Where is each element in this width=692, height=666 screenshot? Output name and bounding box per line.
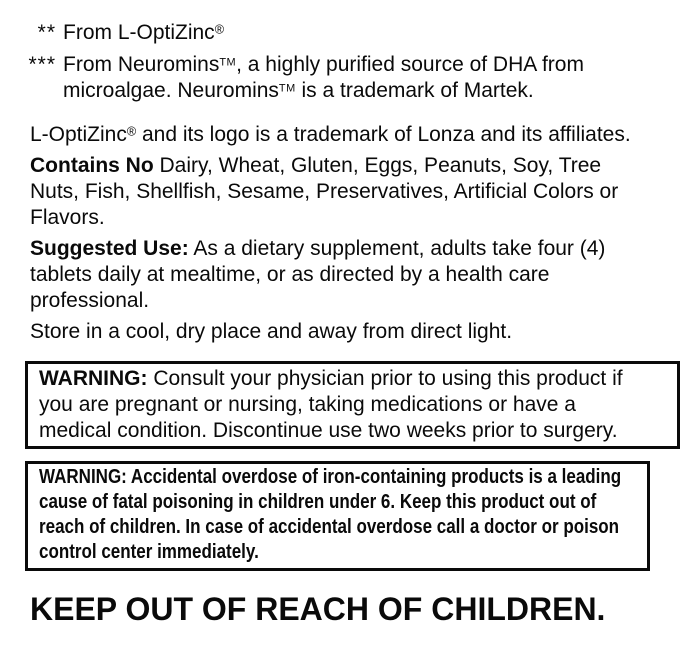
footnote-neuromins xyxy=(25,52,680,104)
footnote-text: From L-OptiZinc® xyxy=(63,21,224,44)
trademark-symbol: TM xyxy=(219,56,237,69)
trademark-symbol: TM xyxy=(278,82,296,95)
footnote-marker: ** xyxy=(37,21,56,44)
registered-trademark-symbol: ® xyxy=(126,124,137,139)
trademark-note: L-OptiZinc® and its logo is a trademark of Lonza and its affiliates. xyxy=(30,123,631,146)
iron-overdose-warning-box xyxy=(25,461,650,571)
keep-out-of-reach-heading: KEEP OUT OF REACH OF CHILDREN. xyxy=(30,591,606,627)
contains-no-lead: Contains No xyxy=(30,154,154,177)
contains-no-statement: Contains No Dairy, Wheat, Gluten, Eggs, Peanuts, Soy, Tree Nuts, Fish, Shellfish, Sesame, Preservatives, Artificial Colors or Flavors. xyxy=(30,154,619,229)
suggested-use-lead: Suggested Use: xyxy=(30,237,189,260)
warning-text: Consult your physician prior to using this product if you are pregnant or nursing, taking medications or have a medical condition. Discontinue use two weeks prior to surgery. xyxy=(39,367,623,442)
registered-trademark-symbol: ® xyxy=(214,22,224,37)
footnote-marker: *** xyxy=(28,53,56,76)
suggested-use-statement: Suggested Use: As a dietary supplement, adults take four (4) tablets daily at mealtime, or as directed by a health care professional. xyxy=(30,237,606,312)
warning-lead: WARNING: xyxy=(39,367,148,390)
physician-warning-box xyxy=(25,361,680,449)
iron-overdose-warning-text: WARNING: Accidental overdose of iron-containing products is a leading cause of fatal poisoning in children under 6. Keep this product out of reach of children. In case of accidental overdose call a doctor or poison control center immediately. xyxy=(39,466,622,563)
footnote-text: From Neuromins™, a highly purified source of DHA from microalgae. Neuromins™ is a trademark of Martek. xyxy=(63,53,584,102)
footnote-optizinc xyxy=(25,20,680,46)
footnotes-section xyxy=(25,20,680,104)
storage-statement: Store in a cool, dry place and away from direct light. xyxy=(30,320,513,343)
